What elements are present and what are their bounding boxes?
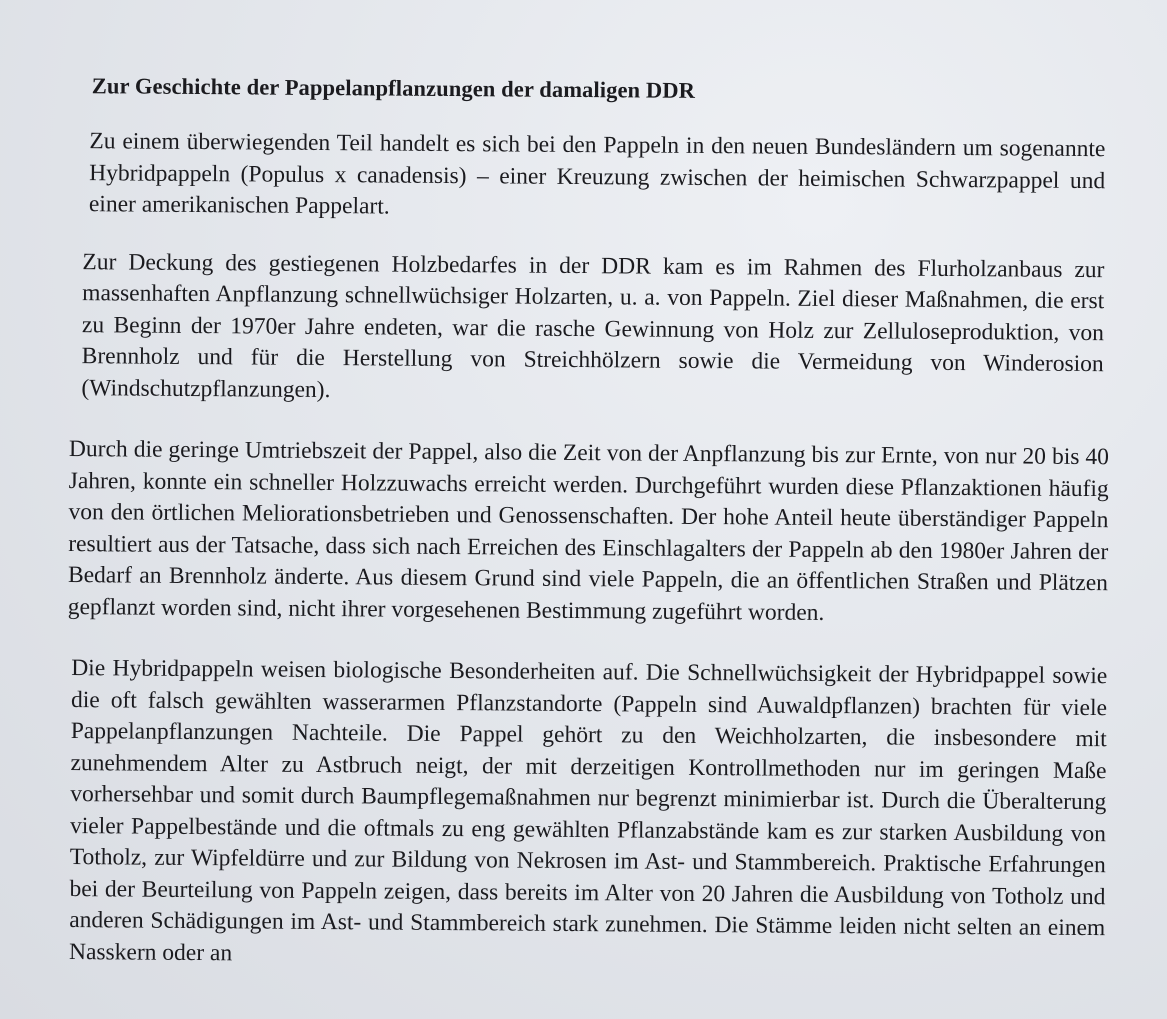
paragraph-biological-features: Die Hybridpappeln weisen biologische Besonderheiten auf. Die Schnellwüchsigkeit der Hybridpappel sowie die oft falsch gewählten wasserarmen Pflanzstandorte (Pappeln sind Auwaldpflanzen) brachten für viele Pappelanpflanzungen Nachteile. Die Pappel gehört zu den Weichholzarten, die insbesondere mit zunehmendem Alter zu Astbruch neigt, der mit derzeitigen Kontrollmethoden nur im geringen Maße vorhersehbar und somit durch Baumpflegemaßnahmen nur begrenzt minimierbar ist. Durch die Überalterung vieler Pappelbestände und die oftmals zu eng gewählten Pflanzabstände kam es zur starken Ausbildung von Totholz, zur Wipfeldürre und zur Bildung von Nekrosen im Ast- und Stammbereich. Praktische Erfahrungen bei der Beurteilung von Pappeln zeigen, dass bereits im Alter von 20 Jahren die Ausbildung von Totholz und anderen Schädigungen im Ast- und Stammbereich stark zunehmen. Die Stämme leiden nicht selten an einem Nasskern oder an (68, 655, 1108, 966)
document-page (59, 66, 1116, 976)
document-title: Zur Geschichte der Pappelanpflanzungen der damaligen DDR (91, 73, 696, 103)
paragraph-timber-demand: Zur Deckung des gestiegenen Holzbedarfes in der DDR kam es im Rahmen des Flurholzanbaus zur massenhaften Anpflanzung schnellwüchsiger Holzarten, u. a. von Pappeln. Ziel dieser Maßnahmen, die erst zu Beginn der 1970er Jahre endeten, war die rasche Gewinnung von Holz zur Zelluloseproduktion, von Brennholz und für die Herstellung von Streichhölzern sowie die Vermeidung von Winderosion (Windschutzpflanzungen). (81, 248, 1105, 403)
paragraph-hybrid-poplars: Zu einem überwiegenden Teil handelt es sich bei den Pappeln in den neuen Bundesländern um sogenannte Hybridpappeln (Populus x canadensis) – einer Kreuzung zwischen der heimischen Schwarzpappel und einer amerikanischen Pappelart. (88, 128, 1106, 220)
paragraph-rotation-period: Durch die geringe Umtriebszeit der Pappel, also die Zeit von der Anpflanzung bis zur Ernte, von nur 20 bis 40 Jahren, konnte ein schneller Holzzuwachs erreicht werden. Durchgeführt wurden diese Pflanzaktionen häufig von den örtlichen Meliorationsbetrieben und Genossenschaften. Der hohe Anteil heute überständiger Pappeln resultiert aus der Tatsache, dass sich nach Erreichen des Einschlagalters der Pappeln ab den 1980er Jahren der Bedarf an Brennholz änderte. Aus diesem Grund sind viele Pappeln, die an öffentlichen Straßen und Plätzen gepflanzt worden sind, nicht ihrer vorgesehenen Bestimmung zugeführt worden. (67, 436, 1110, 626)
